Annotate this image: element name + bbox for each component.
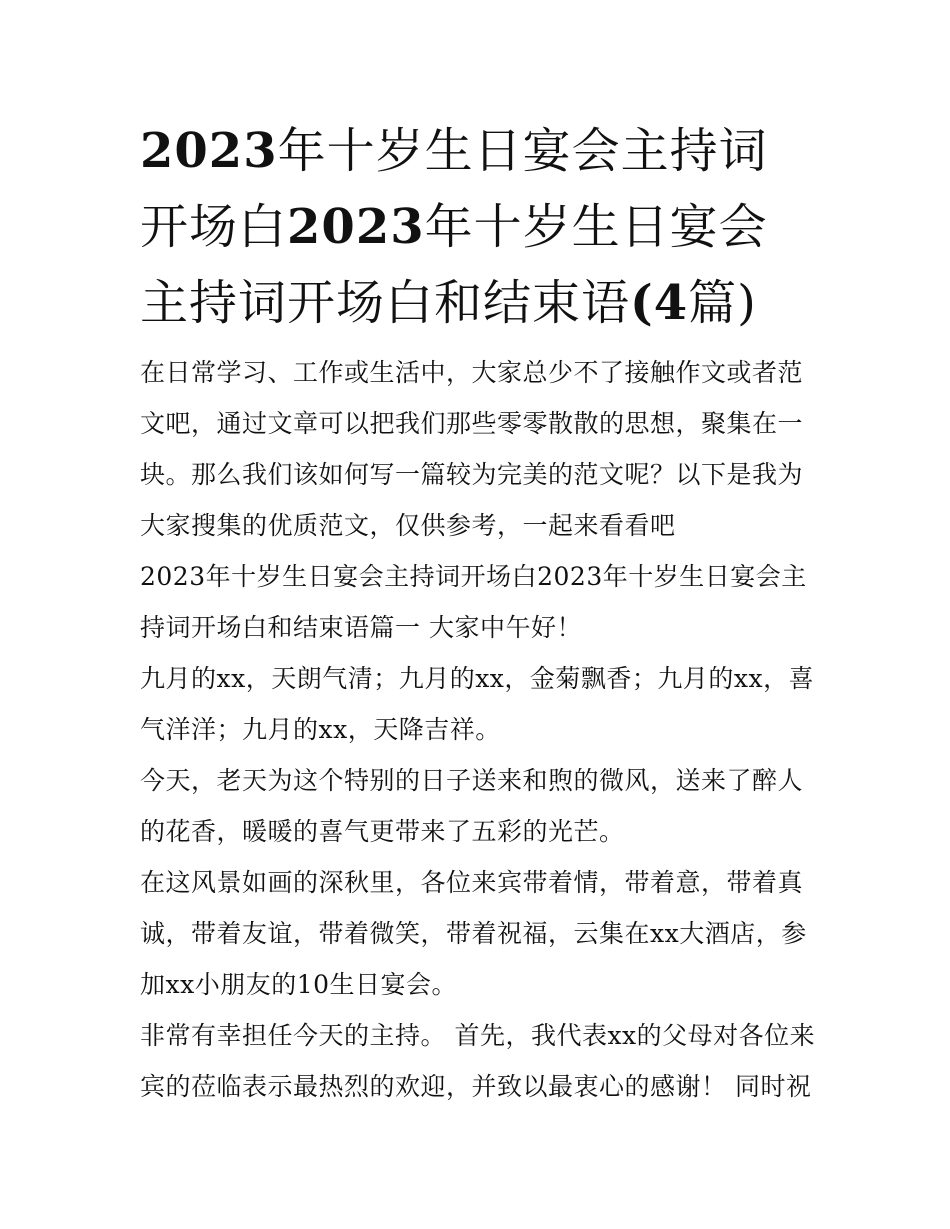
title-count: (4 (630, 275, 689, 331)
title-text-2: 年十岁生日宴会主持词开场白和结束语 (140, 199, 768, 331)
document-title (140, 113, 816, 341)
document-page (140, 113, 816, 1112)
title-text-1: 年十岁生日宴会主持词开场白 (140, 123, 768, 255)
paragraph-heading: 2023年十岁生日宴会主持词开场白2023年十岁生日宴会主持词开场白和结束语篇一 大家中午好！ (140, 562, 807, 642)
paragraph: 今天，老天为这个特别的日子送来和煦的微风，送来了醉人的花香，暖暖的喜气更带来了五彩的光芒。 (140, 766, 804, 846)
title-year-1: 2023 (140, 123, 278, 179)
paragraph: 在这风景如画的深秋里，各位来宾带着情，带着意，带着真诚，带着友谊，带着微笑，带着祝福，云集在xx大酒店，参加xx小朋友的10生日宴会。 (140, 868, 807, 999)
title-text-3: 篇) (688, 275, 757, 331)
paragraph-intro: 在日常学习、工作或生活中，大家总少不了接触作文或者范文吧，通过文章可以把我们那些零零散散的思想，聚集在一块。那么我们该如何写一篇较为完美的范文呢？以下是我为大家搜集的优质范文，仅供参考，一起来看看吧 (140, 358, 804, 540)
document-body (140, 347, 816, 1112)
title-year-2: 2023 (287, 199, 425, 255)
paragraph: 非常有幸担任今天的主持。 首先，我代表xx的父母对各位来宾的莅临表示最热烈的欢迎，并致以最衷心的感谢！ 同时祝 (140, 1021, 816, 1101)
paragraph: 九月的xx，天朗气清；九月的xx，金菊飘香；九月的xx，喜气洋洋；九月的xx，天降吉祥。 (140, 664, 815, 744)
